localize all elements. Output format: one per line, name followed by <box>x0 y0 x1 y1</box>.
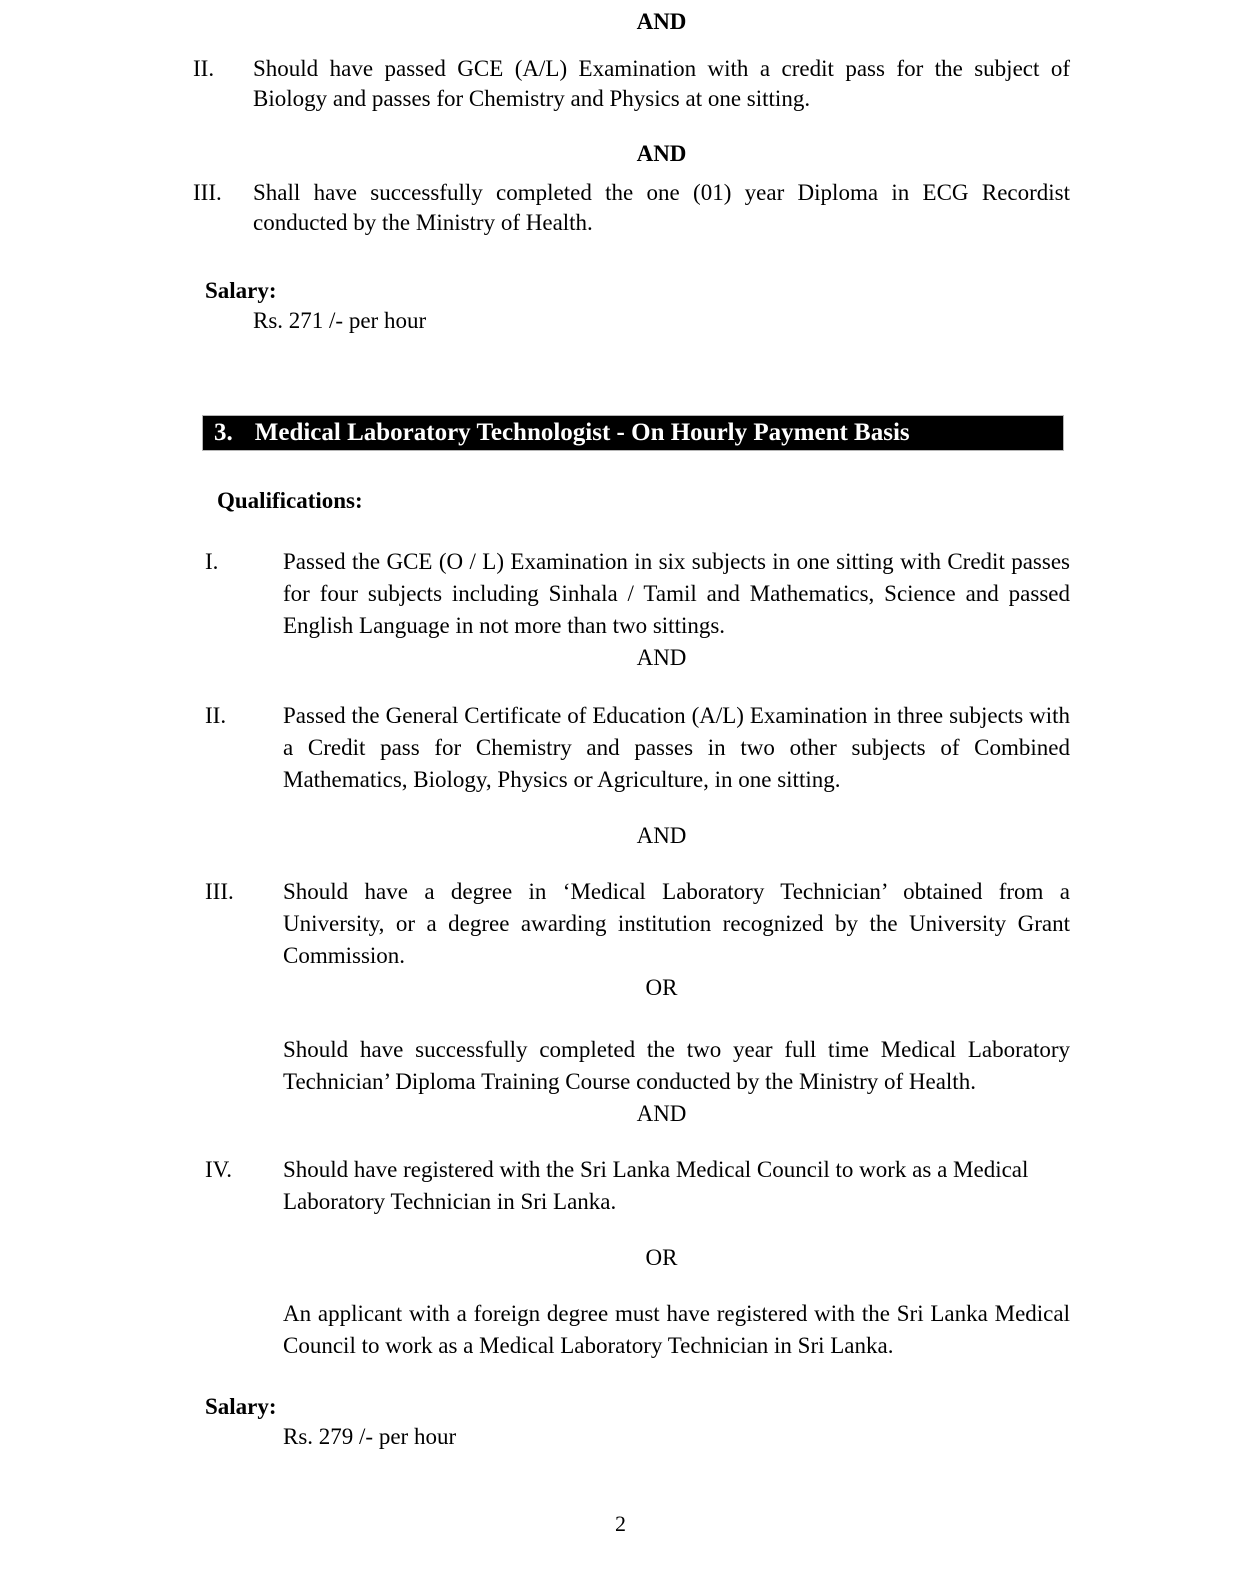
qualifications-label: Qualifications: <box>217 488 363 513</box>
qualification-item-ecg-ii <box>193 54 1070 114</box>
connector-or-1: OR <box>645 975 678 1000</box>
qualification-item-mlt-ii <box>205 700 1070 796</box>
salary-value-ecg: Rs. 271 /- per hour <box>253 308 427 333</box>
connector-and-1: AND <box>636 645 687 670</box>
qualification-item-mlt-iv <box>205 1154 1070 1218</box>
item-numeral: II. <box>205 703 227 728</box>
item-numeral: III. <box>205 879 234 904</box>
item-numeral: I. <box>205 549 219 574</box>
connector-and-3: AND <box>636 1101 687 1126</box>
connector-and-ecg: AND <box>636 141 687 166</box>
salary-label-mlt: Salary: <box>205 1394 277 1419</box>
connector-or-2: OR <box>645 1245 678 1270</box>
item-numeral: II. <box>193 56 215 81</box>
item-text: Passed the General Certificate of Education (A/L) Examination in three subjects with a Credit pass for Chemistry and passes in two other subjects of Combined Mathematics, Biology, Physics or Agriculture, in one sitting. <box>283 703 1070 792</box>
connector-and-2: AND <box>636 823 687 848</box>
qualification-item-mlt-iii <box>205 876 1070 972</box>
item-iv-alternative-text: An applicant with a foreign degree must have registered with the Sri Lanka Medical Council to work as a Medical Laboratory Technician in Sri Lanka. <box>283 1301 1070 1358</box>
item-numeral: III. <box>193 180 222 205</box>
salary-label-ecg: Salary: <box>205 278 277 303</box>
item-numeral: IV. <box>205 1157 233 1182</box>
page-number: 2 <box>615 1511 626 1536</box>
item-text: Should have a degree in ‘Medical Laboratory Technician’ obtained from a University, or a degree awarding institution recognized by the University Grant Commission. <box>283 879 1070 968</box>
item-text: Passed the GCE (O / L) Examination in six subjects in one sitting with Credit passes for four subjects including Sinhala / Tamil and Mathematics, Science and passed English Language in not more than two sittings. <box>283 549 1070 638</box>
section-title: Medical Laboratory Technologist - On Hourly Payment Basis <box>254 419 910 446</box>
qualification-item-ecg-iii <box>193 178 1070 238</box>
qualification-item-mlt-i <box>205 546 1070 642</box>
section-number: 3. <box>214 419 233 446</box>
item-iii-alternative-text: Should have successfully completed the two year full time Medical Laboratory Technician’ Diploma Training Course conducted by the Ministry of Health. <box>283 1037 1070 1094</box>
salary-value-mlt: Rs. 279 /- per hour <box>283 1424 457 1449</box>
item-text: Should have passed GCE (A/L) Examination with a credit pass for the subject of Biology and passes for Chemistry and Physics at one sitting. <box>253 56 1070 111</box>
item-text: Shall have successfully completed the one (01) year Diploma in ECG Recordist conducted by the Ministry of Health. <box>253 180 1070 235</box>
connector-and-top: AND <box>636 9 687 34</box>
section-heading-banner <box>203 416 1063 450</box>
item-text: Should have registered with the Sri Lanka Medical Council to work as a Medical Laboratory Technician in Sri Lanka. <box>283 1157 1029 1214</box>
